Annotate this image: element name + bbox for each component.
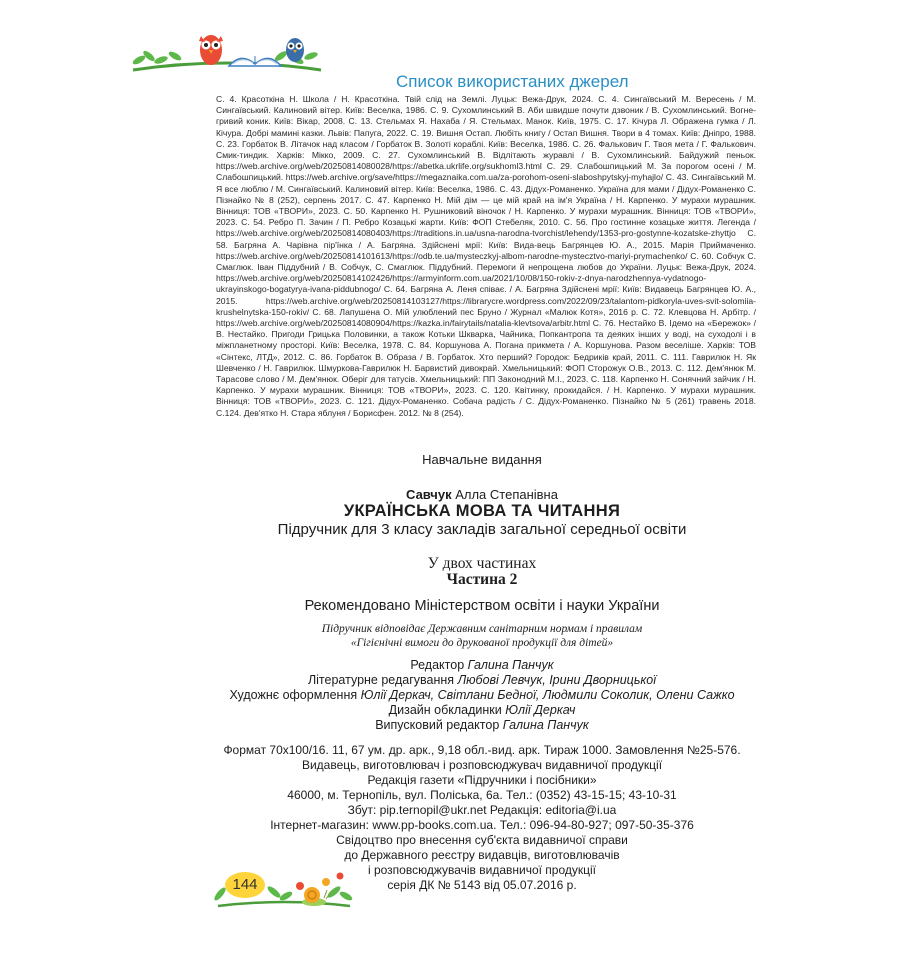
author-name: Алла Степанівна [455, 487, 558, 502]
owls-books-decoration-icon [131, 26, 323, 78]
lit-editing-names: Любові Левчук, Ірини Дворницької [457, 673, 657, 687]
release-editor-label: Випусковий редактор [375, 718, 500, 732]
book-subtitle: Підручник для 3 класу закладів загальної середньої освіти [277, 521, 687, 538]
cover-design-line [212, 703, 752, 718]
sources-heading: Список використаних джерел [396, 72, 629, 91]
lit-editing-line [212, 673, 752, 688]
address-line: 46000, м. Тернопіль, вул. Поліська, 6а. Тел.: (0352) 43-15-15; 43-10-31 [287, 788, 677, 802]
release-editor-name: Галина Панчук [502, 718, 589, 732]
recommendation: Рекомендовано Міністерством освіти і науки України [304, 598, 660, 614]
format-line: Формат 70х100/16. 11, 67 ум. др. арк., 9,18 обл.-вид. арк. Тираж 1000. Замовлення №25-576. [223, 743, 741, 757]
certificate-line-3: і розповсюджувачів видавничої продукції [367, 863, 597, 877]
part-number: Частина 2 [446, 571, 518, 588]
art-design-names: Юлії Деркач, Світлани Бедної, Людмили Соколик, Олени Сажко [360, 688, 735, 702]
editor-line [212, 658, 752, 673]
lit-editing-label: Літературне редагування [307, 673, 455, 687]
cover-design-name: Юлії Деркач [505, 703, 576, 717]
sanitary-line-1: Підручник відповідає Державним санітарним нормам і правилам [321, 623, 643, 635]
cover-design-label: Дизайн обкладинки [388, 703, 502, 717]
publisher-line: Видавець, виготовлювач і розповсюджувач видавничої продукції [301, 758, 663, 772]
email-line: Збут: pip.ternopil@ukr.net Редакція: editoria@i.ua [347, 803, 617, 817]
book-title: УКРАЇНСЬКА МОВА ТА ЧИТАННЯ [343, 502, 621, 520]
parts-note: У двох частинах [427, 555, 537, 572]
page-number: 144 [225, 872, 265, 898]
newspaper-line: Редакція газети «Підручники і посібники» [367, 773, 597, 787]
art-design-label: Художнє оформлення [229, 688, 358, 702]
editor-label: Редактор [410, 658, 465, 672]
shop-line: Інтернет-магазин: www.pp-books.com.ua. Тел.: 096-94-80-927; 097-50-35-376 [270, 818, 694, 832]
editor-name: Галина Панчук [467, 658, 554, 672]
edition-type: Навчальне видання [422, 452, 542, 467]
certificate-line-2: до Державного реєстру видавців, виготовлювачів [344, 848, 620, 862]
release-editor-line [212, 718, 752, 733]
imprint-block [212, 452, 752, 893]
author-surname: Савчук [406, 487, 452, 502]
sources-list: С. 4. Красоткіна Н. Школа / Н. Красоткіна. Твій слід на Землі. Луцьк: Вежа-Друк, 2024. С. 4. Сингаївський М. Вересень / М. Сингаївський. Калиновий вітер. Київ: Веселка, 1986. С. 9. Сухомлинський В. Аби швидше почути дзвоник / В. Сухомлинський. Вогне-гривий коник. Київ: Вікар, 2008. С. 13. Стельмах Я. Нахаба / Я. Стельмах. Манок. Київ, 1975. С. 17. Кічура Л. Ображена гумка / Л. Кічура. Добрі мамині казки. Львів: Папуга, 2022. С. 19. Вишня Остап. Любіть книгу / Остап Вишня. Твори в 4 томах. Київ: Дніпро, 1988. С. 23. Горбаток В. Літачок над класом / Горбаток В. Золоті кораблі. Київ: Веселка, 1986. С. 26. Фалькович Г. Твоя мета / Г. Фалькович. Смик-тиндик. Харків: Мікко, 2009. С. 27. Сухомлинський В. Відлітають журавлі / В. Сухомлинський. Байдужий пеньок. https://web.archive.org/web/20250814080028/https://abetka.ukrlife.org/sukhoml3.html С. 29. Слабошпицький М. За порогом осені / М. Слабошпицький. https://web.archive.org/save/https://megaznaika.com.ua/za-porohom-oseni-slaboshpytskyj-myhajlo/ С. 43. Сингаївський М. Я все люблю / М. Сингаївський. Калиновий вітер. Київ: Веселка, 1986. С. 43. Дідух-Романенко. Україна для мами / Дідух-Романенко С. Пізнайко № 8 (252), серпень 2017. С. 47. Карпенко Н. Мій дім — це мій край на ім'я Україна / Н. Карпенко. У мурахи мурашник. Вінниця: ТОВ «ТВОРИ», 2023. С. 50. Карпенко Н. Рушниковий віночок / Н. Карпенко. У мурахи мурашник. Вінниця: ТОВ «ТВОРИ», 2023. С. 54. Ребро П. Зачин / П. Ребро Козацькі жарти. Київ: ФОП Стебеляк, 2010. С. 56. Про гостинне козацьке життя. Легенда / https://web.archive.org/web/20250814080403/https://traditions.in.ua/usna-narodna-tvorchist/lehendy/1353-pro-gostynne-kozatske-zhyttjo С. 58. Багряна А. Чарівна пір'їнка / А. Багряна. Здійснені мрії: Київ: Вида-вець Багрянцев Ю. А., 2015. Марія Приймаченко. https://web.archive.org/web/20250814101613/https://odb.te.ua/mysteczkyj-albom-narodne-mystecztvo-mariyi-prymachenko/ С. 60. Собчук С. Смаглюк. Іван Піддубний / В. Собчук, С. Смаглюк. Піддубний. Перемоги й непрощена любов до України. Луцьк: Вежа-Друк, 2024. https://web.archive.org/web/20250814102426/https://armyinform.com.ua/2021/10/08/150-rokiv-z-dnya-narodzhennya-vydatnogo-ukrayinskogo-bogatyrya-ivana-piddubnogo/ С. 64. Багряна А. Леня співає. / А. Багряна Здійснені мрії: Київ: Видавець Багрянцев Ю. А., 2015. https://web.archive.org/web/20250814103127/https://librarycre.wordpress.com/2022/09/23/talantom-pidkoryla-uves-svit-solomiia-krushelnytska-150-rokiv/ С. 68. Лапушена О. Мій улюблений пес Бруно / Журнал «Малюк Котя», 2016 р. С. 72. Клевцова Н. Арбітр. / https://web.archive.org/web/20250814080904/https://kazka.in/fairytails/natalia-klevtsova/arbitr.html С. 76. Нестайко В. Ідемо на «Бережок» / В. Нестайко. Пригоди Грицька Половинки, а також Котьки Шкварка, Чайника, Попкантропа та деяких інших у воді, на суходолі і в міжпланетному просторі. Київ: Веселка, 1978. С. 84. Коршунова А. Погана прикмета / А. Коршунова. Разом веселіше. Харків: ТОВ «Сінтекс, ЛТД», 2012. С. 86. Горбаток В. Образа / В. Горбаток. Хто перший? Городок: Бедриків край, 2011. С. 111. Гаврилюк Н. Як Шевченко / Н. Гаврилюк. Шмуркова-Гаврилюк Н. Барвистий дивокрай. Хмельницький: ФОП Сторожук О.В., 2013. С. 112. Дем'янюк М. Тарасове слово / М. Дем'янюк. Оберіг для татусів. Хмельницький: ПП Законодний М.І., 2023. С. 118. Карпенко Н. Сонячний зайчик / Н. Карпенко. У мурахи мурашник. Вінниця: ТОВ «ТВОРИ», 2023. С. 120. Квітинку, прокидайся. / Н. Карпенко. У мурахи мурашник. Вінниця: ТОВ «ТВОРИ», 2023. С. 121. Дідух-Романенко. Собача радість / С. Дідух-Романенко. Пізнайко № 5 (261) травень 2018. С.124. Дев'ятко Н. Стара яблуня / Борисфен. 2012. № 8 (254). [216, 94, 756, 418]
certificate-line-1: Свідоцтво про внесення суб'єкта видавничої справи [336, 833, 628, 847]
author [212, 487, 752, 502]
certificate-line-4: серія ДК № 5143 від 05.07.2016 р. [387, 878, 577, 892]
art-design-line [212, 688, 752, 703]
sanitary-line-2: «Гігієнічні вимоги до друкованої продукції для дітей» [350, 637, 614, 649]
sanitary-note [212, 622, 752, 650]
